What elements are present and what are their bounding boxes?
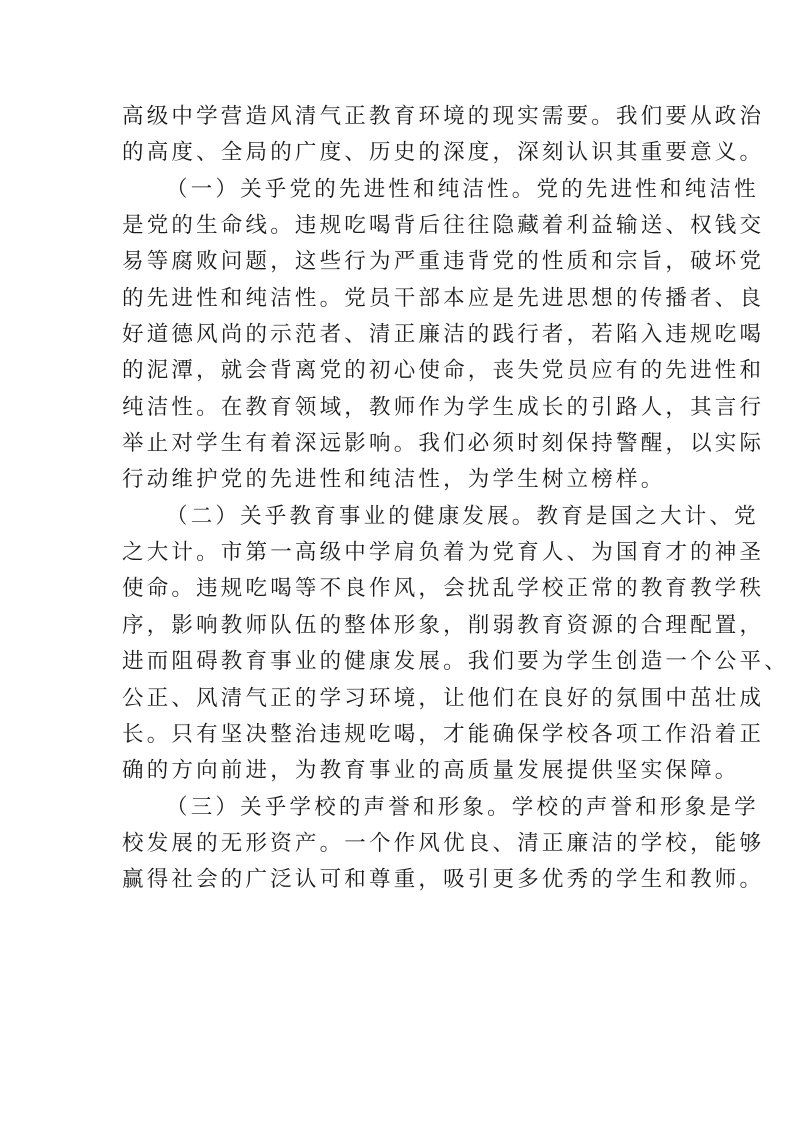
text-line: 使命。违规吃喝等不良作风，会扰乱学校正常的教育教学秩 bbox=[122, 576, 765, 602]
text-line: 之大计。市第一高级中学肩负着为党育人、为国育才的神圣 bbox=[122, 540, 765, 566]
text-line: 序，影响教师队伍的整体形象，削弱教育资源的合理配置， bbox=[122, 612, 765, 638]
text-line: 校发展的无形资产。一个作风优良、清正廉洁的学校，能够 bbox=[122, 830, 765, 856]
text-line: 好道德风尚的示范者、清正廉洁的践行者，若陷入违规吃喝 bbox=[122, 322, 765, 348]
text-line: 确的方向前进，为教育事业的高质量发展提供坚实保障。 bbox=[122, 758, 740, 784]
text-line: 纯洁性。在教育领域，教师作为学生成长的引路人，其言行 bbox=[122, 394, 765, 420]
text-line: 的先进性和纯洁性。党员干部本应是先进思想的传播者、良 bbox=[122, 285, 765, 311]
text-line: 赢得社会的广泛认可和尊重，吸引更多优秀的学生和教师。 bbox=[122, 867, 765, 893]
text-line: 高级中学营造风清气正教育环境的现实需要。我们要从政治 bbox=[122, 104, 765, 129]
text-line: 进而阻碍教育事业的健康发展。我们要为学生创造一个公平、 bbox=[122, 649, 789, 675]
text-line: 是党的生命线。违规吃喝背后往往隐藏着利益输送、权钱交 bbox=[122, 213, 765, 239]
section-heading-line-2: （二）关乎教育事业的健康发展。教育是国之大计、党 bbox=[166, 503, 759, 529]
text-line: 举止对学生有着深远影响。我们必须时刻保持警醒，以实际 bbox=[122, 431, 765, 457]
text-line: 的泥潭，就会背离党的初心使命，丧失党员应有的先进性和 bbox=[122, 358, 765, 384]
section-heading-line-1: （一）关乎党的先进性和纯洁性。党的先进性和纯洁性 bbox=[166, 176, 759, 202]
body-text bbox=[122, 99, 789, 899]
section-heading-line-3: （三）关乎学校的声誉和形象。学校的声誉和形象是学 bbox=[166, 794, 759, 820]
text-line: 行动维护党的先进性和纯洁性，为学生树立榜样。 bbox=[122, 467, 666, 493]
text-line: 公正、风清气正的学习环境，让他们在良好的氛围中茁壮成 bbox=[122, 685, 765, 711]
text-line: 长。只有坚决整治违规吃喝，才能确保学校各项工作沿着正 bbox=[122, 721, 765, 747]
text-line: 易等腐败问题，这些行为严重违背党的性质和宗旨，破坏党 bbox=[122, 249, 765, 275]
text-line: 的高度、全局的广度、历史的深度，深刻认识其重要意义。 bbox=[122, 140, 765, 166]
